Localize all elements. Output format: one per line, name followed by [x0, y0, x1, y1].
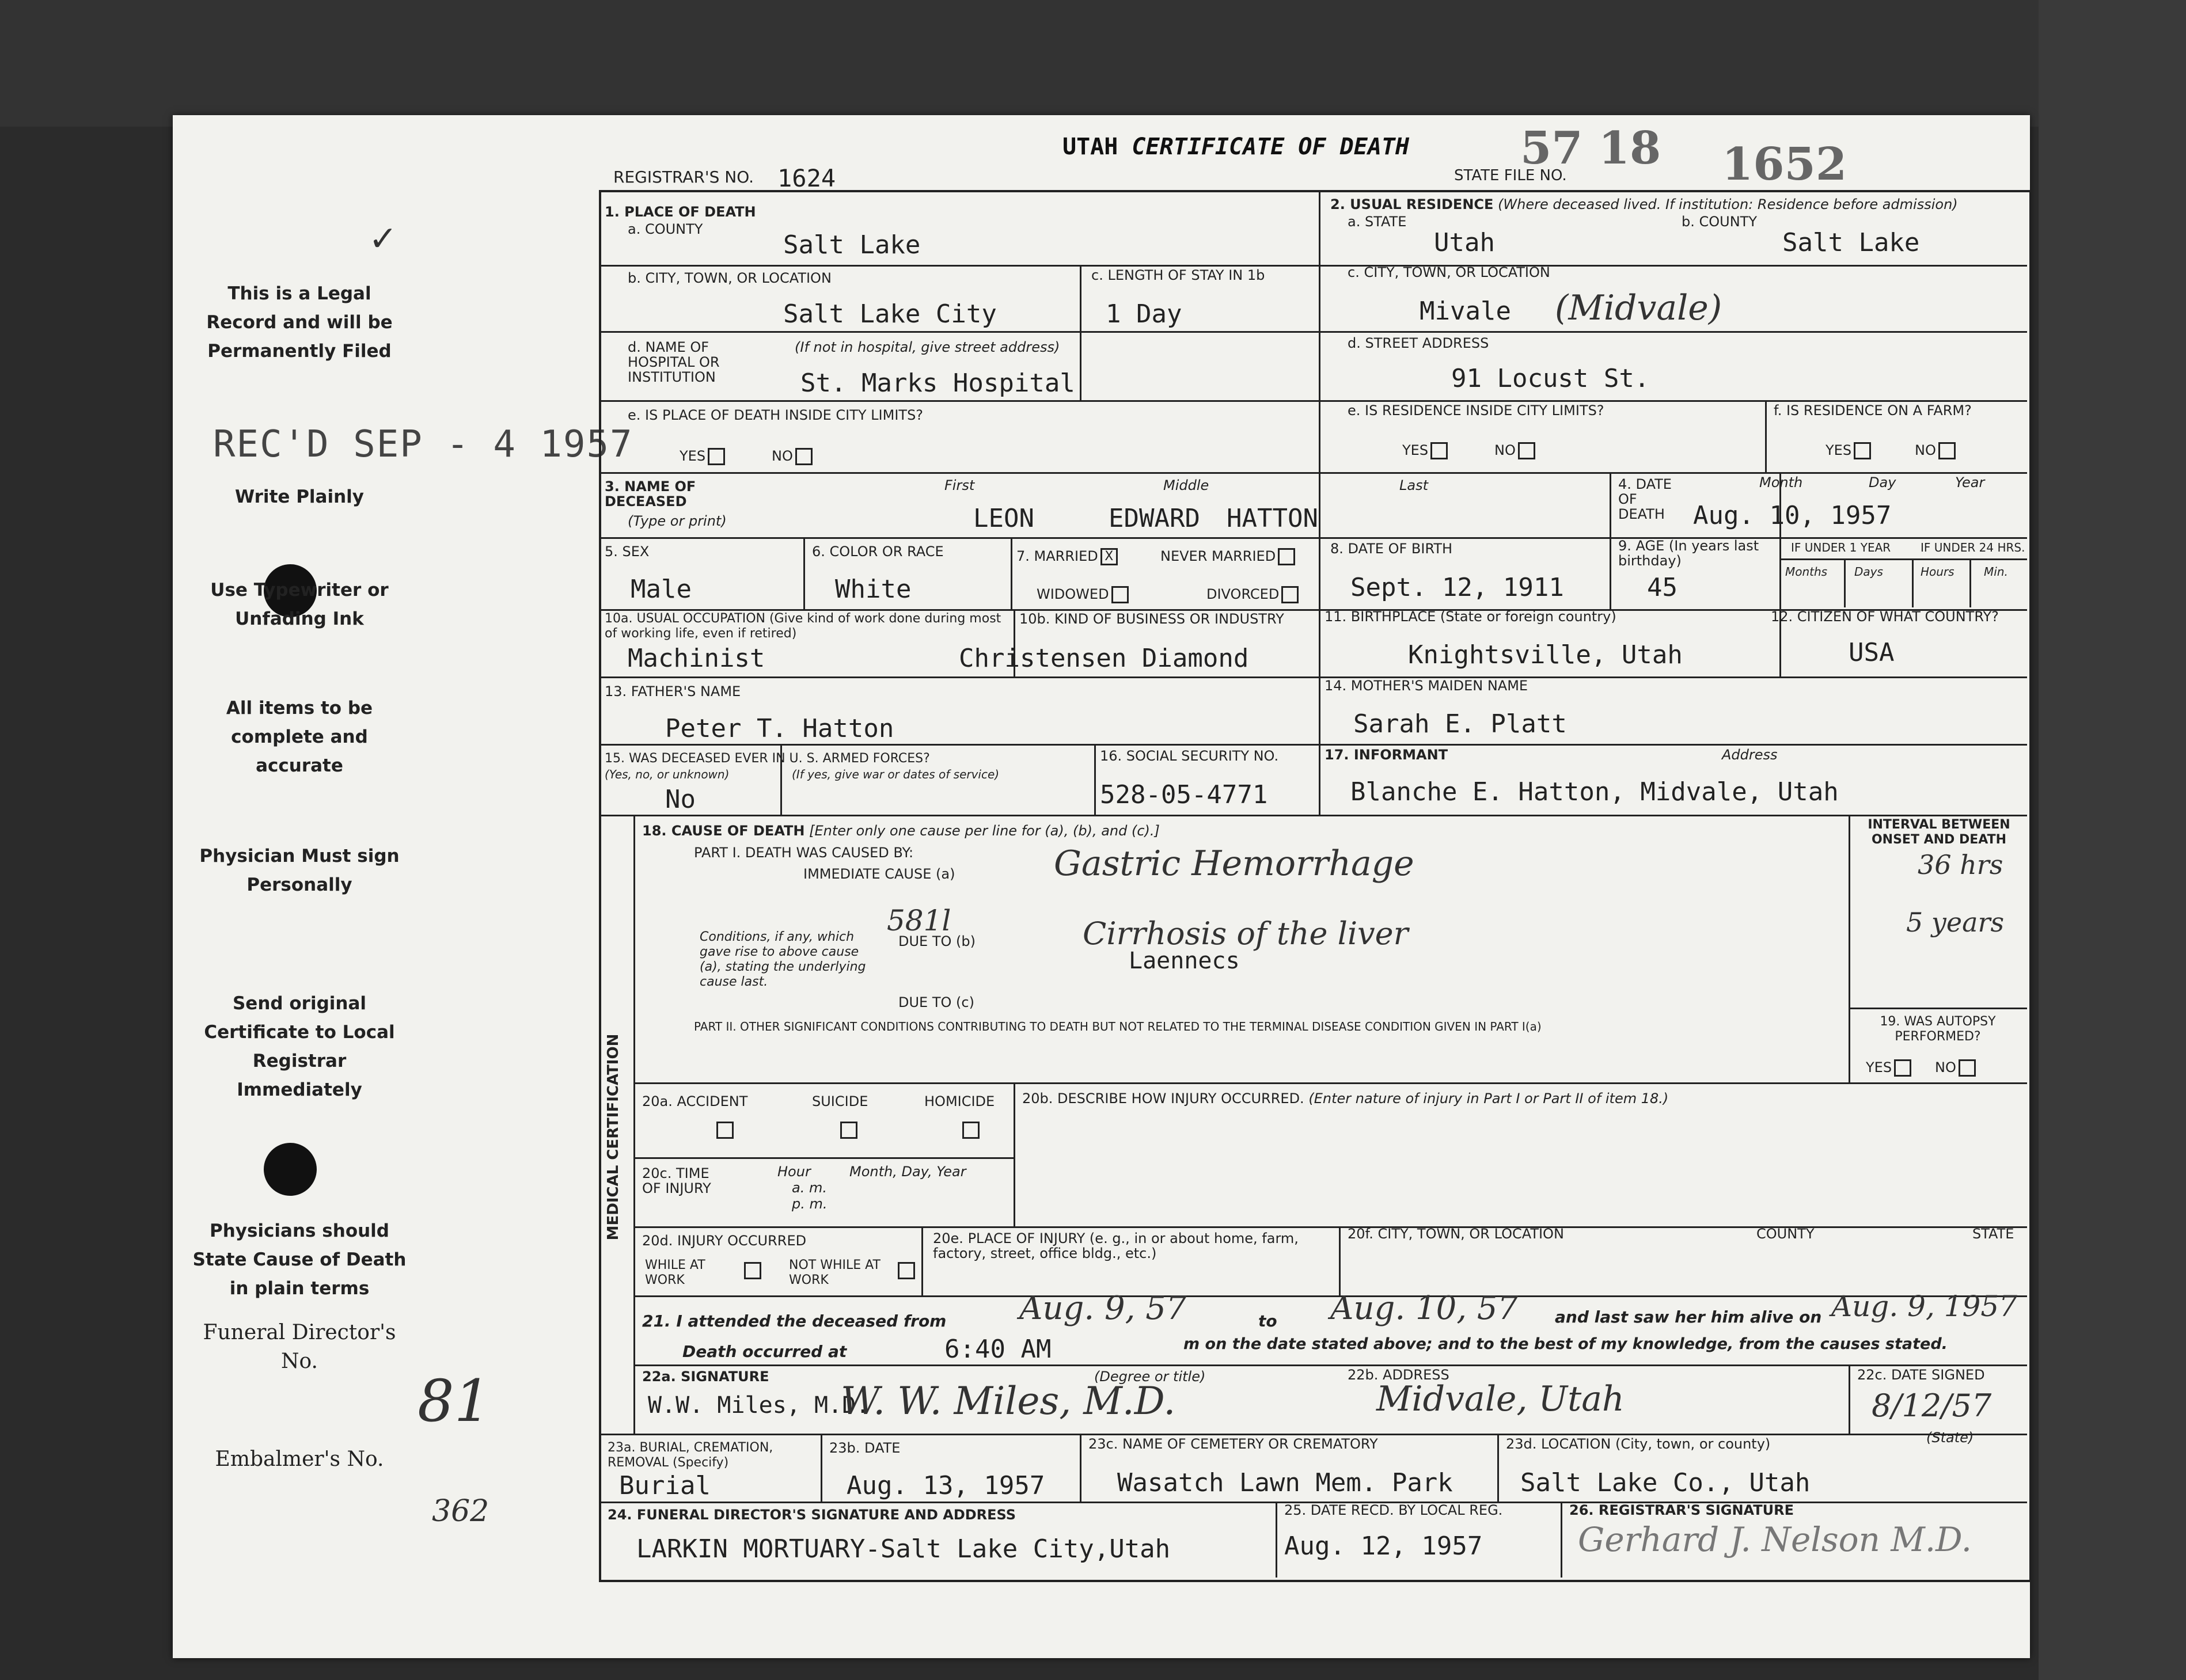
embalmer-number: 362	[432, 1494, 489, 1529]
burial-date: Aug. 13, 1957	[847, 1471, 1045, 1500]
sex-label: 5. SEX	[605, 543, 650, 560]
date-signed: 8/12/57	[1872, 1388, 1992, 1424]
am-label: a. m.	[792, 1180, 827, 1196]
injury-state-label: STATE	[1972, 1226, 2014, 1242]
suicide-label: SUICIDE	[812, 1093, 868, 1109]
farm-no[interactable]: NO	[1915, 442, 1956, 459]
first-label: First	[944, 477, 975, 493]
occupation: Machinist	[628, 644, 765, 673]
immediate-cause: Gastric Hemorrhage	[1054, 843, 1414, 884]
length-of-stay-label: c. LENGTH OF STAY IN 1b	[1091, 267, 1265, 283]
signature-typed: W.W. Miles, M.D.	[648, 1392, 870, 1419]
pod-inside-limits-no[interactable]: NO	[772, 448, 813, 465]
father-label: 13. FATHER'S NAME	[605, 683, 741, 700]
hours-label: Hours	[1921, 565, 1955, 579]
homicide-checkbox[interactable]	[962, 1122, 980, 1139]
hospital-name: St. Marks Hospital	[800, 368, 1075, 398]
autopsy-no[interactable]: NO	[1935, 1059, 1976, 1077]
ssn-label: 16. SOCIAL SECURITY NO.	[1100, 748, 1279, 764]
cemetery-label: 23c. NAME OF CEMETERY OR CREMATORY	[1088, 1436, 1378, 1452]
death-time: 6:40 AM	[944, 1335, 1052, 1364]
signature-handwritten: W. W. Miles, M.D.	[841, 1379, 1176, 1423]
attended-to: Aug. 10, 57	[1330, 1290, 1519, 1327]
medical-certification-label: MEDICAL CERTIFICATION	[605, 1033, 622, 1241]
age: 45	[1647, 573, 1678, 602]
due-to-b-label: DUE TO (b)	[898, 933, 976, 949]
pod-city: Salt Lake City	[783, 299, 997, 329]
ssn: 528-05-4771	[1100, 780, 1268, 809]
attended-to-label: to	[1258, 1312, 1277, 1331]
date-of-death-label: 4. DATE OF DEATH	[1618, 476, 1672, 522]
hour-label: Hour	[777, 1164, 811, 1180]
last-name: HATTON	[1227, 504, 1318, 533]
citizen: USA	[1849, 638, 1895, 667]
while-at-work-checkbox[interactable]	[744, 1262, 761, 1279]
embalmer-label: Embalmer's No.	[215, 1447, 384, 1471]
registrar-number: 1624	[777, 164, 836, 192]
address-label: Address	[1722, 747, 1778, 763]
injury-occurred-label: 20d. INJURY OCCURRED	[642, 1233, 807, 1249]
res-inside-limits-yes[interactable]: YES	[1402, 442, 1448, 459]
birthplace-label: 11. BIRTHPLACE (State or foreign country)	[1324, 609, 1616, 625]
sig-address-label: 22b. ADDRESS	[1348, 1367, 1449, 1383]
cemetery: Wasatch Lawn Mem. Park	[1117, 1468, 1453, 1497]
due-to-b: Cirrhosis of the liver	[1083, 915, 1409, 952]
time-of-injury-label: 20c. TIME OF INJURY	[642, 1165, 711, 1196]
usual-residence-label: 2. USUAL RESIDENCE (Where deceased lived. If institution: Residence before admission)	[1330, 196, 1958, 212]
signature-label: 22a. SIGNATURE	[642, 1369, 769, 1385]
min-label: Min.	[1984, 565, 2008, 579]
place-of-injury-label: 20e. PLACE OF INJURY (e. g., in or about home, farm, factory, street, office bldg., etc.)	[933, 1230, 1299, 1261]
sidebar-physicians-should: Physicians should State Cause of Death in plain terms	[192, 1221, 407, 1299]
length-of-stay: 1 Day	[1106, 299, 1182, 329]
hospital-note: (If not in hospital, give street address)	[795, 339, 1060, 355]
best-knowledge-statement: m on the date stated above; and to the best of my knowledge, from the causes stated.	[1183, 1335, 1948, 1353]
burial-state-label: (State)	[1926, 1430, 1974, 1446]
days-label: Days	[1854, 565, 1883, 579]
while-at-work[interactable]: WHILE AT WORK	[645, 1258, 705, 1287]
pm-label: p. m.	[792, 1196, 828, 1212]
farm-label: f. IS RESIDENCE ON A FARM?	[1774, 402, 1972, 419]
res-city-handwritten: (Midvale)	[1555, 288, 1722, 328]
citizen-label: 12. CITIZEN OF WHAT COUNTRY?	[1771, 609, 1999, 625]
scan-background-right	[2039, 0, 2186, 1680]
autopsy-label: 19. WAS AUTOPSY PERFORMED?	[1880, 1014, 1996, 1044]
type-note: (Type or print)	[628, 513, 727, 529]
funeral-director-label: Funeral Director's No.	[203, 1321, 396, 1373]
father-name: Peter T. Hatton	[665, 714, 894, 743]
date-signed-label: 22c. DATE SIGNED	[1857, 1367, 1985, 1383]
interval-label: INTERVAL BETWEEN ONSET AND DEATH	[1868, 818, 2010, 847]
first-name: LEON	[973, 504, 1034, 533]
armed-label: 15. WAS DECEASED EVER IN U. S. ARMED FORCES?	[605, 751, 930, 766]
middle-name: EDWARD	[1109, 504, 1200, 533]
sidebar-write-plainly: Write Plainly	[235, 486, 364, 507]
date-recd-label: 25. DATE RECD. BY LOCAL REG.	[1284, 1502, 1503, 1518]
burial-date-label: 23b. DATE	[829, 1440, 901, 1456]
certificate-title: UTAH CERTIFICATE OF DEATH	[1062, 134, 1410, 160]
last-saw-date: Aug. 9, 1957	[1831, 1290, 2017, 1323]
year-label: Year	[1955, 474, 1985, 491]
last-saw-label: and last saw her him alive on	[1555, 1307, 1822, 1326]
part-2-label: PART II. OTHER SIGNIFICANT CONDITIONS CONTRIBUTING TO DEATH BUT NOT RELATED TO THE TERMINAL DISEASE CONDITION GIVEN IN PART I(a)	[694, 1020, 1542, 1033]
burial-type: Burial	[619, 1471, 711, 1500]
homicide-label: HOMICIDE	[924, 1093, 995, 1109]
pod-county-label: a. COUNTY	[628, 221, 703, 237]
month-label: Month	[1759, 474, 1803, 491]
registrar-signature: Gerhard J. Nelson M.D.	[1578, 1520, 1972, 1559]
street-label: d. STREET ADDRESS	[1348, 335, 1489, 351]
deceased-name-label: 3. NAME OF DECEASED	[605, 478, 696, 510]
attended-from-label: 21. I attended the deceased from	[642, 1312, 947, 1331]
married-option[interactable]: 7. MARRIED X	[1016, 548, 1118, 565]
pod-county: Salt Lake	[783, 230, 921, 260]
suicide-checkbox[interactable]	[840, 1122, 857, 1139]
due-to-c-label: DUE TO (c)	[898, 994, 974, 1010]
death-occurred-label: Death occurred at	[682, 1342, 847, 1361]
res-inside-limits-label: e. IS RESIDENCE INSIDE CITY LIMITS?	[1348, 402, 1604, 419]
interval-b: 5 years	[1906, 907, 2005, 938]
mdy-label: Month, Day, Year	[849, 1164, 966, 1180]
attended-from: Aug. 9, 57	[1019, 1290, 1187, 1327]
registrar-sig-label: 26. REGISTRAR'S SIGNATURE	[1569, 1502, 1794, 1518]
received-stamp: REC'D SEP - 4 1957	[213, 423, 633, 466]
burial-location: Salt Lake Co., Utah	[1520, 1468, 1811, 1497]
res-city-label: c. CITY, TOWN, OR LOCATION	[1348, 264, 1550, 280]
business: Christensen Diamond	[959, 644, 1249, 673]
immediate-cause-label: IMMEDIATE CAUSE (a)	[803, 866, 955, 882]
divorced-option[interactable]: DIVORCED	[1206, 586, 1299, 603]
registrar-label: REGISTRAR'S NO.	[613, 168, 754, 187]
business-label: 10b. KIND OF BUSINESS OR INDUSTRY	[1019, 611, 1284, 627]
res-state: Utah	[1434, 228, 1495, 257]
mother-name: Sarah E. Platt	[1353, 709, 1567, 739]
informant-label: 17. INFORMANT	[1324, 747, 1448, 763]
cause-code: 581l	[887, 904, 951, 937]
widowed-option[interactable]: WIDOWED	[1037, 586, 1129, 603]
state-file-number: 57 18	[1520, 122, 1661, 174]
pod-inside-limits-label: e. IS PLACE OF DEATH INSIDE CITY LIMITS?	[628, 407, 924, 423]
armed-forces: No	[665, 785, 696, 814]
pod-inside-limits-yes[interactable]: YES	[680, 448, 725, 465]
mother-label: 14. MOTHER'S MAIDEN NAME	[1324, 678, 1528, 694]
hospital-label: d. NAME OF HOSPITAL OR INSTITUTION	[628, 339, 720, 385]
not-while-at-work[interactable]: NOT WHILE AT WORK	[789, 1258, 881, 1287]
autopsy-yes[interactable]: YES	[1866, 1059, 1911, 1077]
occupation-label: 10a. USUAL OCCUPATION (Give kind of work done during most of working life, even if retired)	[605, 611, 1001, 641]
accident-label: 20a. ACCIDENT	[642, 1093, 748, 1109]
not-while-at-work-checkbox[interactable]	[898, 1262, 915, 1279]
sidebar-send: Send original Certificate to Local Registrar Immediately	[204, 993, 395, 1100]
pod-city-label: b. CITY, TOWN, OR LOCATION	[628, 270, 832, 286]
state-file-sequence: 1652	[1722, 138, 1847, 191]
date-of-death: Aug. 10, 1957	[1693, 501, 1892, 530]
farm-yes[interactable]: YES	[1826, 442, 1871, 459]
state-file-label: STATE FILE NO.	[1454, 167, 1567, 184]
last-label: Last	[1399, 477, 1428, 493]
informant: Blanche E. Hatton, Midvale, Utah	[1350, 777, 1839, 807]
injury-county-label: COUNTY	[1756, 1226, 1815, 1242]
place-of-death-label: 1. PLACE OF DEATH	[605, 204, 756, 220]
color: White	[835, 575, 912, 604]
sidebar-physician: Physician Must sign Personally	[199, 846, 400, 895]
armed-note: (Yes, no, or unknown)	[605, 767, 730, 781]
color-label: 6. COLOR OR RACE	[812, 543, 944, 560]
interval-a: 36 hrs	[1918, 849, 2003, 880]
day-label: Day	[1869, 474, 1896, 491]
part-1-label: PART I. DEATH WAS CAUSED BY:	[694, 845, 914, 861]
conditions-label: Conditions, if any, which gave rise to above cause (a), stating the underlying cause last.	[700, 930, 866, 989]
cause-label: 18. CAUSE OF DEATH [Enter only one cause per line for (a), (b), and (c).]	[642, 823, 1160, 839]
due-to-b-typed: Laennecs	[1129, 948, 1240, 974]
check-mark: ✓	[369, 219, 398, 259]
sig-address: Midvale, Utah	[1376, 1379, 1625, 1419]
never-married-option[interactable]: NEVER MARRIED	[1160, 548, 1295, 565]
date-of-birth: Sept. 12, 1911	[1350, 573, 1564, 602]
res-state-label: a. STATE	[1348, 214, 1407, 230]
birthplace: Knightsville, Utah	[1408, 640, 1683, 670]
sidebar-legal: This is a Legal Record and will be Permanently Filed	[206, 283, 393, 362]
funeral-director-number: 81	[418, 1367, 491, 1435]
injury-city-label: 20f. CITY, TOWN, OR LOCATION	[1348, 1226, 1564, 1242]
date-recd: Aug. 12, 1957	[1284, 1531, 1483, 1561]
res-county: Salt Lake	[1782, 228, 1920, 257]
accident-checkbox[interactable]	[716, 1122, 734, 1139]
armed-note-2: (If yes, give war or dates of service)	[792, 767, 1000, 781]
sex: Male	[631, 575, 692, 604]
funeral-director: LARKIN MORTUARY-Salt Lake City,Utah	[636, 1534, 1171, 1564]
burial-type-label: 23a. BURIAL, CREMATION, REMOVAL (Specify)	[608, 1440, 773, 1470]
res-city: Mivale	[1420, 297, 1511, 326]
punch-hole	[264, 1143, 317, 1196]
sidebar-complete: All items to be complete and accurate	[226, 698, 373, 776]
under-24-label: IF UNDER 24 HRS.	[1921, 541, 2025, 554]
res-inside-limits-no[interactable]: NO	[1494, 442, 1535, 459]
months-label: Months	[1785, 565, 1828, 579]
how-injury-label: 20b. DESCRIBE HOW INJURY OCCURRED. (Enter nature of injury in Part I or Part II of item 18.)	[1022, 1090, 1669, 1107]
sidebar-typewriter: Use Typewriter or Unfading Ink	[210, 580, 389, 629]
res-county-label: b. COUNTY	[1682, 214, 1757, 230]
age-label: 9. AGE (In years last birthday)	[1618, 538, 1759, 569]
certificate-form	[599, 190, 2032, 1582]
middle-label: Middle	[1163, 477, 1209, 493]
street-address: 91 Locust St.	[1451, 364, 1650, 393]
under-year-label: IF UNDER 1 YEAR	[1791, 541, 1891, 554]
funeral-director-sig-label: 24. FUNERAL DIRECTOR'S SIGNATURE AND ADDRESS	[608, 1507, 1016, 1523]
burial-location-label: 23d. LOCATION (City, town, or county)	[1506, 1436, 1771, 1452]
dob-label: 8. DATE OF BIRTH	[1330, 541, 1453, 557]
degree-label: (Degree or title)	[1094, 1369, 1206, 1385]
scan-background-top	[0, 0, 2186, 127]
